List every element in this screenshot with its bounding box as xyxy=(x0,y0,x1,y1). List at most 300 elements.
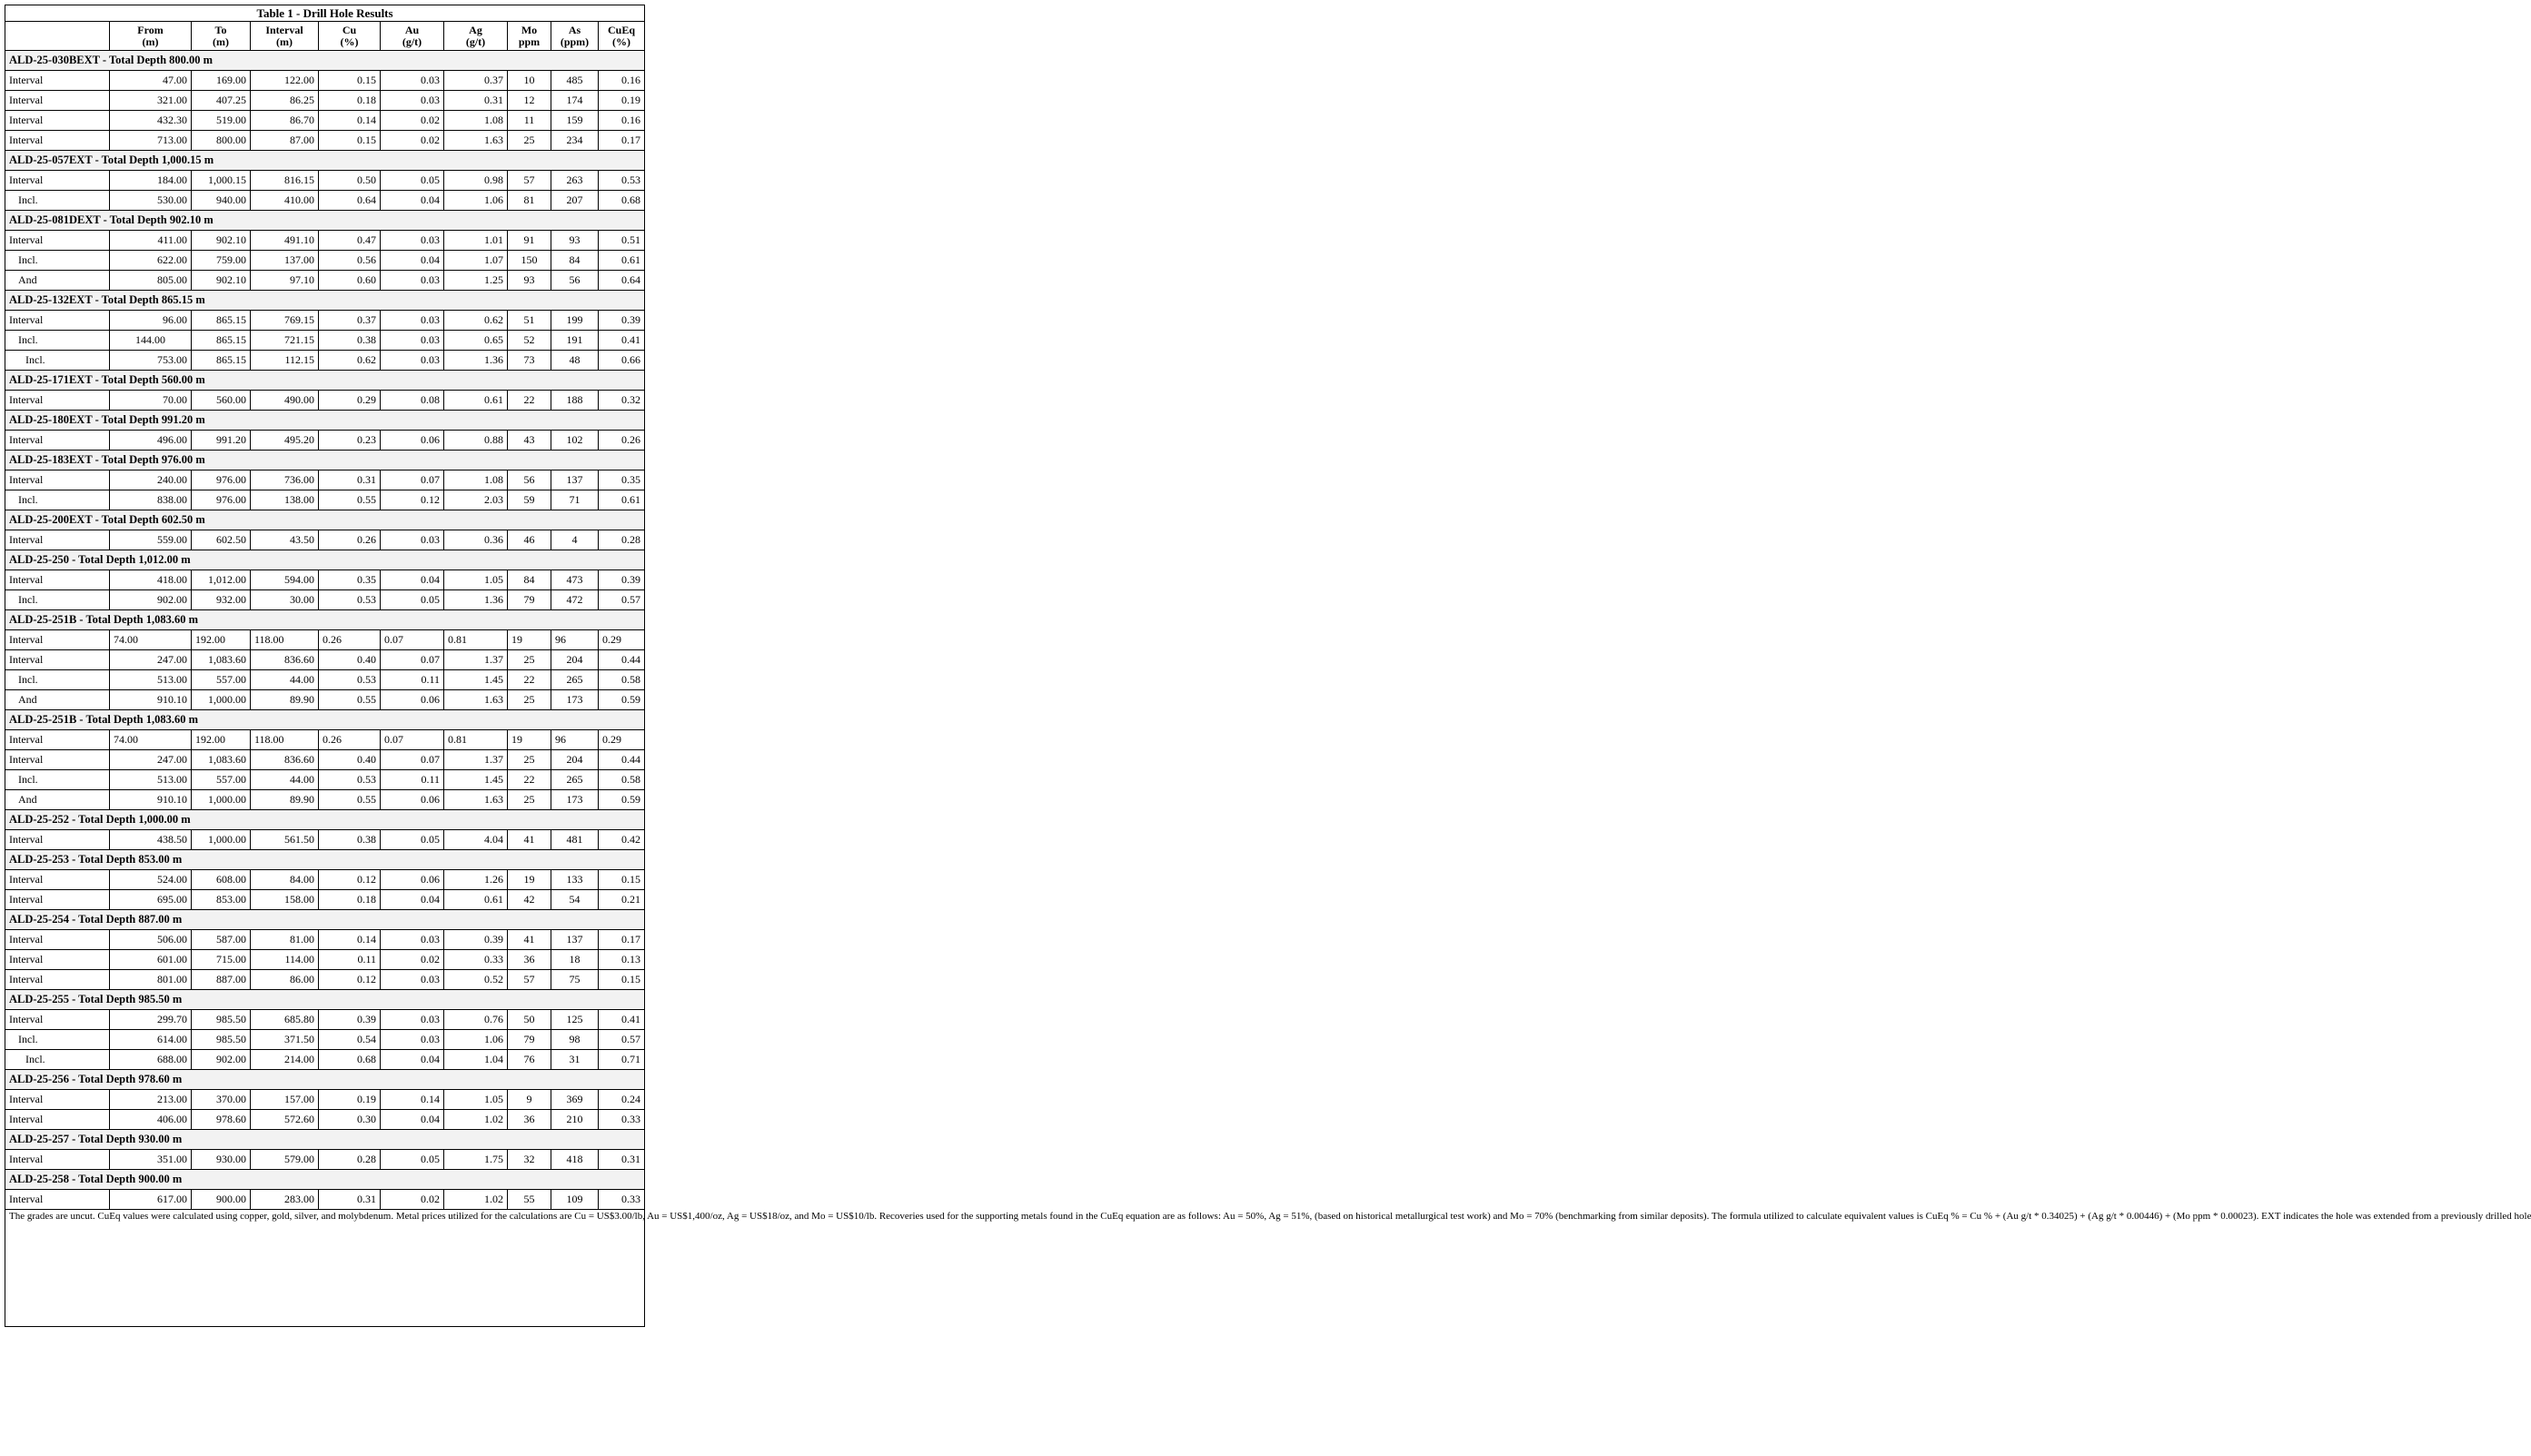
table-cell: 0.04 xyxy=(381,570,444,590)
table-cell: 0.62 xyxy=(319,351,381,371)
table-cell: 769.15 xyxy=(251,311,319,331)
table-cell: 865.15 xyxy=(192,331,251,351)
table-cell: 0.31 xyxy=(444,91,508,111)
table-row xyxy=(5,770,645,790)
footnote: The grades are uncut. CuEq values were calculated using copper, gold, silver, and molybdenum. Metal prices utilized for the calculations are Cu = US$3.00/lb, Au = US$1,400/oz, Ag = US$18/oz, and Mo = US$10/lb. Recoveries used for the supporting metals found in the CuEq equation are as follows: Au = 50%, Ag = 51%, (based on historical metallurgical test work) and Mo = 70% (benchmarking from similar deposits). The formula utilized to calculate equivalent values is CuEq % = Cu % + (Au g/t * 0.34025) + (Ag g/t * 0.00446) + (Mo ppm * 0.00023). EXT indicates the hole was extended from a previously drilled hole xyxy=(5,1210,645,1327)
column-header xyxy=(381,22,444,51)
table-cell: 865.15 xyxy=(192,311,251,331)
table-cell: 432.30 xyxy=(110,111,192,131)
table-cell: 902.10 xyxy=(192,231,251,251)
table-cell: 25 xyxy=(508,131,551,151)
table-row xyxy=(5,790,645,810)
column-header xyxy=(599,22,645,51)
table-cell: 204 xyxy=(551,650,599,670)
table-cell: 84.00 xyxy=(251,870,319,890)
table-row xyxy=(5,1030,645,1050)
table-cell: 0.15 xyxy=(319,131,381,151)
table-cell: 753.00 xyxy=(110,351,192,371)
hole-title: ALD-25-251B - Total Depth 1,083.60 m xyxy=(5,710,645,730)
table-cell: 263 xyxy=(551,171,599,191)
column-header xyxy=(508,22,551,51)
column-header xyxy=(251,22,319,51)
table-cell: 283.00 xyxy=(251,1190,319,1210)
row-label: And xyxy=(5,690,110,710)
column-header xyxy=(319,22,381,51)
table-cell: 112.15 xyxy=(251,351,319,371)
table-row xyxy=(5,271,645,291)
table-cell: 0.54 xyxy=(319,1030,381,1050)
table-cell: 1.36 xyxy=(444,590,508,610)
table-cell: 0.05 xyxy=(381,830,444,850)
table-title: Table 1 - Drill Hole Results xyxy=(5,5,645,22)
table-cell: 0.61 xyxy=(444,391,508,411)
table-cell: 1.04 xyxy=(444,1050,508,1070)
table-cell: 0.28 xyxy=(599,530,645,550)
table-cell: 1.05 xyxy=(444,1090,508,1110)
table-cell: 0.16 xyxy=(599,71,645,91)
table-cell: 210 xyxy=(551,1110,599,1130)
table-cell: 192.00 xyxy=(192,630,251,650)
table-cell: 0.39 xyxy=(319,1010,381,1030)
column-header-label: Mo xyxy=(521,23,538,36)
table-cell: 0.55 xyxy=(319,690,381,710)
table-cell: 0.11 xyxy=(381,670,444,690)
table-cell: 321.00 xyxy=(110,91,192,111)
hole-header-row xyxy=(5,151,645,171)
table-cell: 1.25 xyxy=(444,271,508,291)
table-cell: 1,083.60 xyxy=(192,650,251,670)
table-cell: 41 xyxy=(508,830,551,850)
table-cell: 940.00 xyxy=(192,191,251,211)
hole-title: ALD-25-256 - Total Depth 978.60 m xyxy=(5,1070,645,1090)
table-cell: 0.02 xyxy=(381,131,444,151)
table-cell: 96 xyxy=(551,630,599,650)
table-cell: 47.00 xyxy=(110,71,192,91)
table-cell: 0.51 xyxy=(599,231,645,251)
table-row xyxy=(5,870,645,890)
table-cell: 608.00 xyxy=(192,870,251,890)
table-cell: 122.00 xyxy=(251,71,319,91)
row-label: Interval xyxy=(5,111,110,131)
table-cell: 188 xyxy=(551,391,599,411)
row-label: Incl. xyxy=(5,351,110,371)
table-cell: 602.50 xyxy=(192,530,251,550)
table-cell: 0.39 xyxy=(599,570,645,590)
table-cell: 57 xyxy=(508,171,551,191)
table-row xyxy=(5,490,645,510)
table-row xyxy=(5,191,645,211)
table-cell: 0.59 xyxy=(599,690,645,710)
table-cell: 41 xyxy=(508,930,551,950)
table-cell: 1.06 xyxy=(444,1030,508,1050)
table-cell: 0.44 xyxy=(599,650,645,670)
column-header xyxy=(444,22,508,51)
table-cell: 1.45 xyxy=(444,770,508,790)
hole-title: ALD-25-081DEXT - Total Depth 902.10 m xyxy=(5,211,645,231)
hole-title: ALD-25-251B - Total Depth 1,083.60 m xyxy=(5,610,645,630)
row-label: Interval xyxy=(5,171,110,191)
table-cell: 0.33 xyxy=(444,950,508,970)
column-header xyxy=(192,22,251,51)
table-cell: 54 xyxy=(551,890,599,910)
table-cell: 71 xyxy=(551,490,599,510)
table-cell: 0.57 xyxy=(599,590,645,610)
table-cell: 0.88 xyxy=(444,431,508,451)
hole-title: ALD-25-252 - Total Depth 1,000.00 m xyxy=(5,810,645,830)
table-cell: 491.10 xyxy=(251,231,319,251)
row-label: Incl. xyxy=(5,191,110,211)
table-cell: 0.17 xyxy=(599,131,645,151)
hole-title: ALD-25-171EXT - Total Depth 560.00 m xyxy=(5,371,645,391)
table-row xyxy=(5,830,645,850)
table-cell: 0.11 xyxy=(381,770,444,790)
table-cell: 614.00 xyxy=(110,1030,192,1050)
table-cell: 0.47 xyxy=(319,231,381,251)
table-cell: 438.50 xyxy=(110,830,192,850)
table-row xyxy=(5,91,645,111)
table-cell: 89.90 xyxy=(251,690,319,710)
table-cell: 617.00 xyxy=(110,1190,192,1210)
table-cell: 56 xyxy=(551,271,599,291)
table-cell: 0.03 xyxy=(381,1010,444,1030)
row-label: Interval xyxy=(5,650,110,670)
table-cell: 759.00 xyxy=(192,251,251,271)
table-cell: 0.03 xyxy=(381,351,444,371)
table-cell: 838.00 xyxy=(110,490,192,510)
table-cell: 0.55 xyxy=(319,790,381,810)
table-cell: 0.35 xyxy=(319,570,381,590)
table-cell: 816.15 xyxy=(251,171,319,191)
column-header xyxy=(551,22,599,51)
table-cell: 44.00 xyxy=(251,770,319,790)
table-cell: 587.00 xyxy=(192,930,251,950)
table-cell: 44.00 xyxy=(251,670,319,690)
row-label: Interval xyxy=(5,950,110,970)
table-cell: 0.26 xyxy=(319,530,381,550)
table-cell: 0.26 xyxy=(319,730,381,750)
row-label: Interval xyxy=(5,830,110,850)
column-header-row xyxy=(5,22,645,51)
table-cell: 207 xyxy=(551,191,599,211)
hole-header-row xyxy=(5,1170,645,1190)
table-cell: 976.00 xyxy=(192,470,251,490)
column-header-label: Cu xyxy=(342,23,357,36)
table-cell: 1.02 xyxy=(444,1190,508,1210)
table-cell: 495.20 xyxy=(251,431,319,451)
table-cell: 93 xyxy=(551,231,599,251)
table-cell: 557.00 xyxy=(192,670,251,690)
table-cell: 594.00 xyxy=(251,570,319,590)
hole-title: ALD-25-180EXT - Total Depth 991.20 m xyxy=(5,411,645,431)
table-cell: 0.71 xyxy=(599,1050,645,1070)
table-cell: 418 xyxy=(551,1150,599,1170)
column-header xyxy=(110,22,192,51)
row-label: Interval xyxy=(5,930,110,950)
row-label: Interval xyxy=(5,1010,110,1030)
table-cell: 1.37 xyxy=(444,750,508,770)
table-cell: 1,083.60 xyxy=(192,750,251,770)
hole-header-row xyxy=(5,451,645,470)
table-cell: 25 xyxy=(508,790,551,810)
table-cell: 0.53 xyxy=(319,770,381,790)
table-row xyxy=(5,251,645,271)
table-cell: 98 xyxy=(551,1030,599,1050)
table-cell: 0.02 xyxy=(381,950,444,970)
table-cell: 1,000.15 xyxy=(192,171,251,191)
hole-header-row xyxy=(5,990,645,1010)
table-cell: 0.33 xyxy=(599,1190,645,1210)
table-cell: 496.00 xyxy=(110,431,192,451)
table-cell: 370.00 xyxy=(192,1090,251,1110)
table-cell: 1.08 xyxy=(444,470,508,490)
table-cell: 0.76 xyxy=(444,1010,508,1030)
table-cell: 73 xyxy=(508,351,551,371)
row-label: Interval xyxy=(5,1110,110,1130)
table-cell: 192.00 xyxy=(192,730,251,750)
table-cell: 513.00 xyxy=(110,670,192,690)
table-row xyxy=(5,650,645,670)
table-row xyxy=(5,1090,645,1110)
row-label: Interval xyxy=(5,71,110,91)
table-cell: 0.04 xyxy=(381,251,444,271)
footnote-row xyxy=(5,1210,645,1327)
table-cell: 0.18 xyxy=(319,890,381,910)
row-label: Interval xyxy=(5,391,110,411)
table-row xyxy=(5,950,645,970)
table-cell: 97.10 xyxy=(251,271,319,291)
hole-header-row xyxy=(5,610,645,630)
table-cell: 0.58 xyxy=(599,670,645,690)
table-cell: 561.50 xyxy=(251,830,319,850)
table-cell: 0.59 xyxy=(599,790,645,810)
table-cell: 133 xyxy=(551,870,599,890)
table-cell: 4 xyxy=(551,530,599,550)
table-cell: 572.60 xyxy=(251,1110,319,1130)
hole-title: ALD-25-258 - Total Depth 900.00 m xyxy=(5,1170,645,1190)
table-cell: 0.38 xyxy=(319,830,381,850)
table-cell: 0.58 xyxy=(599,770,645,790)
table-cell: 406.00 xyxy=(110,1110,192,1130)
table-cell: 0.26 xyxy=(319,630,381,650)
table-row xyxy=(5,1010,645,1030)
table-cell: 411.00 xyxy=(110,231,192,251)
table-row xyxy=(5,1050,645,1070)
table-cell: 0.64 xyxy=(599,271,645,291)
row-label: Interval xyxy=(5,1090,110,1110)
table-cell: 930.00 xyxy=(192,1150,251,1170)
column-header-label: Interval xyxy=(265,23,303,36)
table-cell: 0.17 xyxy=(599,930,645,950)
table-cell: 173 xyxy=(551,790,599,810)
table-cell: 985.50 xyxy=(192,1010,251,1030)
table-cell: 50 xyxy=(508,1010,551,1030)
row-label: Interval xyxy=(5,1190,110,1210)
table-cell: 36 xyxy=(508,950,551,970)
table-row xyxy=(5,1110,645,1130)
table-cell: 1.45 xyxy=(444,670,508,690)
table-cell: 0.81 xyxy=(444,730,508,750)
table-cell: 910.10 xyxy=(110,790,192,810)
hole-title: ALD-25-250 - Total Depth 1,012.00 m xyxy=(5,550,645,570)
table-cell: 0.14 xyxy=(319,930,381,950)
row-label: Interval xyxy=(5,470,110,490)
table-cell: 96.00 xyxy=(110,311,192,331)
table-cell: 36 xyxy=(508,1110,551,1130)
row-label: And xyxy=(5,271,110,291)
table-cell: 19 xyxy=(508,870,551,890)
table-cell: 43 xyxy=(508,431,551,451)
table-row xyxy=(5,1190,645,1210)
table-cell: 1.08 xyxy=(444,111,508,131)
table-cell: 79 xyxy=(508,1030,551,1050)
table-cell: 0.12 xyxy=(381,490,444,510)
table-cell: 174 xyxy=(551,91,599,111)
table-cell: 18 xyxy=(551,950,599,970)
table-cell: 0.60 xyxy=(319,271,381,291)
hole-header-row xyxy=(5,710,645,730)
table-cell: 214.00 xyxy=(251,1050,319,1070)
table-cell: 32 xyxy=(508,1150,551,1170)
table-cell: 0.38 xyxy=(319,331,381,351)
hole-title: ALD-25-257 - Total Depth 930.00 m xyxy=(5,1130,645,1150)
table-cell: 22 xyxy=(508,391,551,411)
hole-title: ALD-25-030BEXT - Total Depth 800.00 m xyxy=(5,51,645,71)
table-cell: 159 xyxy=(551,111,599,131)
table-cell: 234 xyxy=(551,131,599,151)
table-cell: 137.00 xyxy=(251,251,319,271)
table-cell: 490.00 xyxy=(251,391,319,411)
table-cell: 158.00 xyxy=(251,890,319,910)
table-row xyxy=(5,930,645,950)
table-body xyxy=(5,51,2531,1327)
row-label: Incl. xyxy=(5,590,110,610)
table-cell: 902.10 xyxy=(192,271,251,291)
table-cell: 0.41 xyxy=(599,331,645,351)
table-cell: 0.31 xyxy=(319,470,381,490)
table-cell: 0.30 xyxy=(319,1110,381,1130)
column-header-unit: ppm xyxy=(518,35,541,48)
table-cell: 76 xyxy=(508,1050,551,1070)
table-cell: 519.00 xyxy=(192,111,251,131)
table-cell: 0.06 xyxy=(381,790,444,810)
hole-header-row xyxy=(5,850,645,870)
table-cell: 0.03 xyxy=(381,530,444,550)
table-cell: 0.15 xyxy=(319,71,381,91)
table-cell: 204 xyxy=(551,750,599,770)
table-cell: 371.50 xyxy=(251,1030,319,1050)
table-cell: 0.39 xyxy=(599,311,645,331)
table-cell: 0.03 xyxy=(381,1030,444,1050)
table-row xyxy=(5,690,645,710)
table-cell: 0.81 xyxy=(444,630,508,650)
table-cell: 247.00 xyxy=(110,650,192,670)
row-label: Interval xyxy=(5,530,110,550)
table-cell: 137 xyxy=(551,470,599,490)
table-cell: 19 xyxy=(508,730,551,750)
table-cell: 985.50 xyxy=(192,1030,251,1050)
hole-header-row xyxy=(5,1130,645,1150)
table-cell: 0.61 xyxy=(599,251,645,271)
column-header-label: CuEq xyxy=(608,23,636,36)
table-cell: 150 xyxy=(508,251,551,271)
table-cell: 0.02 xyxy=(381,1190,444,1210)
table-row xyxy=(5,630,645,650)
table-cell: 4.04 xyxy=(444,830,508,850)
table-cell: 84 xyxy=(551,251,599,271)
table-cell: 0.26 xyxy=(599,431,645,451)
table-cell: 0.16 xyxy=(599,111,645,131)
table-cell: 9 xyxy=(508,1090,551,1110)
table-cell: 887.00 xyxy=(192,970,251,990)
table-cell: 410.00 xyxy=(251,191,319,211)
table-cell: 0.65 xyxy=(444,331,508,351)
table-cell: 351.00 xyxy=(110,1150,192,1170)
table-cell: 0.19 xyxy=(319,1090,381,1110)
table-row xyxy=(5,171,645,191)
row-label: Interval xyxy=(5,311,110,331)
table-cell: 910.10 xyxy=(110,690,192,710)
table-cell: 0.56 xyxy=(319,251,381,271)
table-cell: 0.21 xyxy=(599,890,645,910)
table-cell: 86.00 xyxy=(251,970,319,990)
row-label: Incl. xyxy=(5,670,110,690)
table-cell: 0.42 xyxy=(599,830,645,850)
table-cell: 0.15 xyxy=(599,970,645,990)
table-cell: 0.53 xyxy=(599,171,645,191)
table-cell: 530.00 xyxy=(110,191,192,211)
table-cell: 55 xyxy=(508,1190,551,1210)
table-cell: 0.07 xyxy=(381,630,444,650)
table-cell: 0.06 xyxy=(381,690,444,710)
table-cell: 0.02 xyxy=(381,111,444,131)
table-row xyxy=(5,311,645,331)
hole-header-row xyxy=(5,810,645,830)
table-row xyxy=(5,431,645,451)
hole-title: ALD-25-057EXT - Total Depth 1,000.15 m xyxy=(5,151,645,171)
table-cell: 0.15 xyxy=(599,870,645,890)
row-label: Incl. xyxy=(5,251,110,271)
table-cell: 125 xyxy=(551,1010,599,1030)
table-cell: 48 xyxy=(551,351,599,371)
table-cell: 74.00 xyxy=(110,630,192,650)
row-label: Incl. xyxy=(5,490,110,510)
table-cell: 0.03 xyxy=(381,311,444,331)
table-cell: 481 xyxy=(551,830,599,850)
table-cell: 0.50 xyxy=(319,171,381,191)
row-label: Interval xyxy=(5,750,110,770)
table-row xyxy=(5,351,645,371)
table-cell: 1,012.00 xyxy=(192,570,251,590)
table-cell: 0.52 xyxy=(444,970,508,990)
table-cell: 0.13 xyxy=(599,950,645,970)
column-header-label: To xyxy=(214,23,227,36)
table-cell: 0.32 xyxy=(599,391,645,411)
table-cell: 0.05 xyxy=(381,590,444,610)
table-cell: 991.20 xyxy=(192,431,251,451)
table-cell: 695.00 xyxy=(110,890,192,910)
column-header-unit: (m) xyxy=(276,35,293,48)
table-cell: 1.37 xyxy=(444,650,508,670)
table-cell: 1,000.00 xyxy=(192,830,251,850)
table-row xyxy=(5,470,645,490)
table-cell: 0.06 xyxy=(381,870,444,890)
table-cell: 0.07 xyxy=(381,650,444,670)
table-cell: 1.02 xyxy=(444,1110,508,1130)
column-header-label: Au xyxy=(404,23,420,36)
row-label: Incl. xyxy=(5,770,110,790)
table-cell: 169.00 xyxy=(192,71,251,91)
table-cell: 0.19 xyxy=(599,91,645,111)
